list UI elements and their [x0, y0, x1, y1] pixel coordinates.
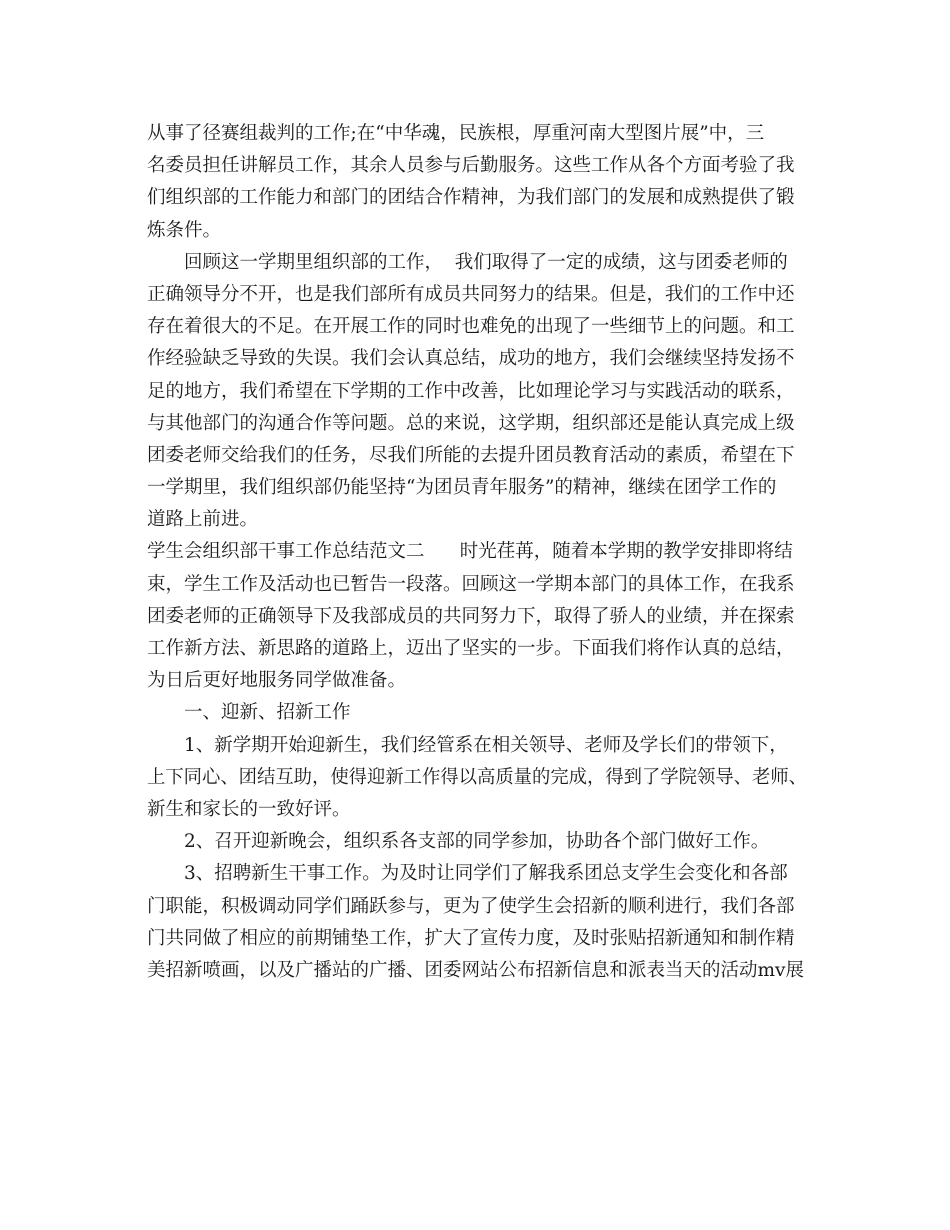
text-line: 门共同做了相应的前期铺垫工作，扩大了宣传力度，及时张贴招新通知和制作精 [147, 927, 795, 949]
text-line: 新生和家长的一致好评。 [147, 798, 351, 820]
text-line: 与其他部门的沟通合作等问题。总的来说，这学期，组织部还是能认真完成上级 [147, 412, 795, 434]
text-line: 3、招聘新生干事工作。为及时让同学们了解我系团总支学生会变化和各部 [184, 863, 788, 885]
text-line: 团委老师交给我们的任务，尽我们所能的去提升团员教育活动的素质，希望在下 [147, 444, 795, 466]
text-line: 足的地方，我们希望在下学期的工作中改善，比如理论学习与实践活动的联系， [147, 380, 795, 402]
text-line: 束，学生工作及活动也已暂告一段落。回顾这一学期本部门的具体工作，在我系 [147, 573, 795, 595]
subheading-line: 一、迎新、招新工作 [184, 702, 351, 724]
text-line: 1、新学期开始迎新生，我们经管系在相关领导、老师及学长们的带领下， [184, 734, 788, 756]
text-line: 2、召开迎新晚会，组织系各支部的同学参加，协助各个部门做好工作。 [184, 831, 770, 853]
text-line: 存在着很大的不足。在开展工作的同时也难免的出现了一些细节上的问题。和工 [147, 316, 795, 338]
text-line: 为日后更好地服务同学做准备。 [147, 670, 407, 692]
section-heading-line: 学生会组织部干事工作总结范文二 时光荏苒，随着本学期的教学安排即将结 [147, 541, 793, 563]
text-line: 正确领导分不开，也是我们部所有成员共同努力的结果。但是，我们的工作中还 [147, 283, 795, 305]
text-line: 道路上前进。 [147, 509, 259, 531]
text-line: 上下同心、团结互助，使得迎新工作得以高质量的完成，得到了学院领导、老师、 [147, 766, 808, 788]
text-line: 工作新方法、新思路的道路上，迈出了坚实的一步。下面我们将作认真的总结， [147, 638, 795, 659]
text-line: 美招新喷画，以及广播站的广播、团委网站公布招新信息和派表当天的活动mv展 [147, 959, 804, 981]
text-line: 们组织部的工作能力和部门的团结合作精神，为我们部门的发展和成熟提供了锻 [147, 187, 795, 209]
text-line: 回顾这一学期里组织部的工作， 我们取得了一定的成绩，这与团委老师的 [184, 251, 788, 273]
text-line: 名委员担任讲解员工作，其余人员参与后勤服务。这些工作从各个方面考验了我 [147, 155, 795, 177]
text-line: 门职能，积极调动同学们踊跃参与，更为了使学生会招新的顺利进行，我们各部 [147, 895, 795, 917]
text-line: 从事了径赛组裁判的工作;在“中华魂，民族根，厚重河南大型图片展”中，三 [147, 123, 765, 144]
text-line: 一学期里，我们组织部仍能坚持“为团员青年服务”的精神，继续在团学工作的 [147, 477, 777, 499]
text-line: 作经验缺乏导致的失误。我们会认真总结，成功的地方，我们会继续坚持发扬不 [147, 348, 795, 370]
text-line: 炼条件。 [147, 219, 222, 241]
text-line: 团委老师的正确领导下及我部成员的共同努力下，取得了骄人的业绩，并在探索 [147, 605, 795, 627]
document-body [147, 118, 807, 987]
